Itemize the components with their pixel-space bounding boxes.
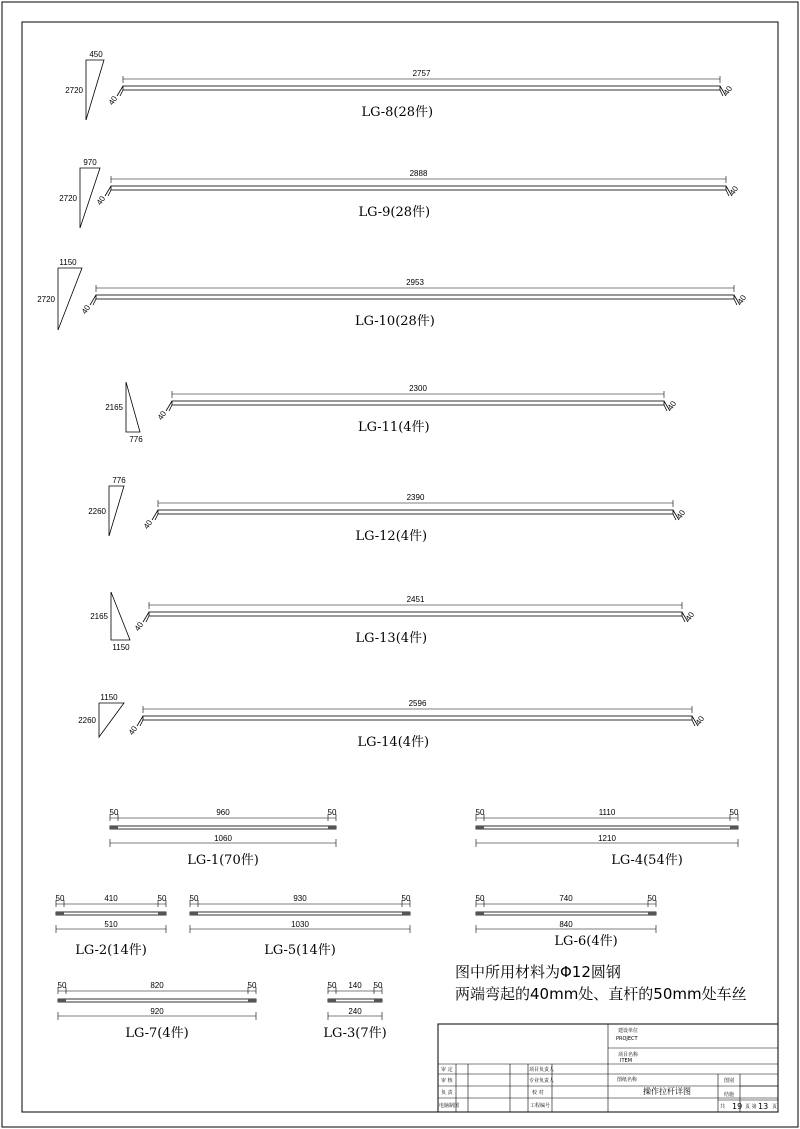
middle-dim: 960 [216, 808, 230, 817]
sheet-border [2, 2, 798, 1127]
bar-body [111, 186, 726, 190]
bent-bars-group [37, 50, 748, 750]
triangle-top-dim: 1150 [112, 643, 130, 652]
left-hook [166, 401, 172, 411]
straight-bar [190, 894, 411, 958]
tb-sub-item: 图纸名称 [617, 1077, 638, 1083]
bar-body [328, 999, 382, 1002]
bar-length: 2451 [406, 595, 425, 604]
tb-page-total: 13 [758, 1102, 769, 1111]
thread-dim-right: 50 [647, 894, 657, 903]
end-dim-right: 40 [735, 293, 749, 306]
straight-bar [58, 981, 257, 1041]
end-dim-left: 40 [79, 303, 93, 316]
tb-page-mid: 页 第 [745, 1104, 757, 1110]
thread-left [110, 826, 118, 829]
thread-right [158, 912, 166, 915]
thread-right [402, 912, 410, 915]
bent-bar [65, 50, 734, 120]
thread-dim-left: 50 [189, 894, 199, 903]
bar-label: LG-9(28件) [358, 205, 431, 220]
middle-dim: 820 [150, 981, 164, 990]
triangle-side-dim: 2720 [59, 194, 77, 203]
note-line-1: 图中所用材料为Φ12圆钢 [455, 963, 621, 981]
total-dim: 920 [150, 1007, 164, 1016]
bent-bar [88, 476, 687, 544]
tb-sheet-label: 图别 [724, 1078, 735, 1084]
tb-project-label: 建设单位 [618, 1028, 639, 1034]
bar-label: LG-8(28件) [361, 105, 434, 120]
end-dim-right: 40 [721, 84, 735, 97]
bar-body [58, 999, 256, 1002]
tb-review: 审 定 [441, 1067, 453, 1073]
middle-dim: 930 [293, 894, 307, 903]
thread-right [328, 826, 336, 829]
bar-length: 2888 [409, 169, 428, 178]
tb-drawing-no: 工程编号 [530, 1103, 551, 1109]
triangle-top-dim: 970 [83, 158, 97, 167]
bar-length: 2953 [406, 278, 424, 287]
middle-dim: 410 [104, 894, 118, 903]
left-hook [152, 510, 158, 520]
bar-label: LG-2(14件) [75, 943, 147, 958]
title-block [438, 1024, 778, 1112]
straight-bar [323, 981, 386, 1041]
bent-bar [105, 382, 678, 444]
bar-label: LG-1(70件) [187, 853, 259, 868]
end-dim-left: 40 [132, 620, 146, 633]
bar-label: LG-3(7件) [323, 1026, 387, 1041]
thread-dim-right: 50 [729, 808, 739, 817]
thread-left [58, 999, 66, 1002]
bar-label: LG-12(4件) [355, 529, 428, 544]
tb-ok: 负 责 [441, 1090, 453, 1096]
thread-dim-left: 50 [57, 981, 67, 990]
tb-check: 审 核 [441, 1078, 453, 1084]
end-dim-left: 40 [94, 194, 108, 207]
bent-bar [37, 258, 748, 330]
left-hook [137, 716, 143, 726]
thread-dim-left: 50 [475, 894, 485, 903]
middle-dim: 140 [348, 981, 362, 990]
total-dim: 240 [348, 1007, 362, 1016]
bar-body [149, 612, 682, 616]
bar-length: 2757 [412, 69, 431, 78]
tb-page-suffix: 页 [772, 1104, 778, 1110]
slope-triangle [111, 592, 130, 640]
bar-label: LG-11(4件) [358, 420, 430, 435]
tb-item-en: ITEM [620, 1058, 633, 1064]
end-dim-left: 40 [141, 518, 155, 531]
bar-length: 2300 [409, 384, 427, 393]
bar-body [476, 826, 738, 829]
thread-dim-left: 50 [327, 981, 337, 990]
end-dim-right: 40 [674, 508, 688, 521]
bar-body [56, 912, 166, 915]
triangle-top-dim: 776 [129, 435, 143, 444]
notes [455, 963, 747, 1003]
triangle-side-dim: 2720 [65, 86, 83, 95]
bar-label: LG-4(54件) [611, 853, 683, 868]
bar-body [172, 401, 664, 405]
thread-dim-left: 50 [475, 808, 485, 817]
left-hook [117, 86, 123, 96]
total-dim: 1210 [598, 834, 616, 843]
thread-dim-right: 50 [373, 981, 383, 990]
thread-left [56, 912, 64, 915]
thread-dim-right: 50 [247, 981, 257, 990]
triangle-side-dim: 2165 [105, 403, 123, 412]
tb-calc: 校 对 [532, 1090, 544, 1096]
end-dim-left: 40 [155, 409, 169, 422]
triangle-side-dim: 2720 [37, 295, 55, 304]
bar-label: LG-7(4件) [125, 1026, 189, 1041]
bar-body [158, 510, 673, 514]
tb-page-prefix: 共 [720, 1104, 726, 1110]
thread-dim-left: 50 [55, 894, 65, 903]
straight-bar [476, 808, 739, 868]
thread-right [248, 999, 256, 1002]
thread-dim-left: 50 [109, 808, 119, 817]
left-hook [105, 186, 111, 196]
tb-sheet-value: 结施 [724, 1092, 735, 1098]
bar-length: 2390 [406, 493, 425, 502]
tb-drawing-title: 操作拉杆详图 [643, 1087, 691, 1096]
tb-project-en: PROJECT [616, 1036, 638, 1042]
triangle-side-dim: 2260 [88, 507, 106, 516]
triangle-top-dim: 450 [89, 50, 103, 59]
thread-left [476, 912, 484, 915]
bar-body [123, 86, 720, 90]
bar-label: LG-5(14件) [264, 943, 336, 958]
end-dim-left: 40 [106, 94, 120, 107]
triangle-side-dim: 2165 [90, 612, 108, 621]
bar-label: LG-13(4件) [355, 631, 428, 646]
slope-triangle [58, 268, 82, 330]
slope-triangle [86, 60, 104, 120]
bar-body [96, 295, 734, 299]
bar-length: 2596 [408, 699, 427, 708]
bar-label: LG-6(4件) [554, 934, 618, 949]
end-dim-right: 40 [693, 714, 707, 727]
end-dim-right: 40 [727, 184, 741, 197]
thread-left [190, 912, 198, 915]
bent-bar [78, 693, 706, 750]
straight-bar [110, 808, 337, 868]
bar-label: LG-10(28件) [355, 314, 435, 329]
straight-bar [56, 894, 167, 958]
bar-body [110, 826, 336, 829]
triangle-side-dim: 2260 [78, 716, 96, 725]
tb-item-label: 项目名称 [618, 1052, 639, 1058]
thread-left [476, 826, 484, 829]
middle-dim: 740 [559, 894, 573, 903]
thread-right [374, 999, 382, 1002]
bar-body [190, 912, 410, 915]
bar-label: LG-14(4件) [357, 735, 430, 750]
total-dim: 1030 [291, 920, 309, 929]
tb-spec-lead: 专业负责人 [529, 1078, 555, 1084]
end-dim-right: 40 [665, 399, 679, 412]
straight-bar [476, 894, 657, 949]
thread-dim-right: 50 [157, 894, 167, 903]
triangle-top-dim: 776 [112, 476, 126, 485]
note-line-2: 两端弯起的40mm处、直杆的50mm处车丝 [455, 985, 747, 1003]
bar-body [143, 716, 692, 720]
left-hook [143, 612, 149, 622]
thread-dim-right: 50 [327, 808, 337, 817]
thread-right [648, 912, 656, 915]
middle-dim: 1110 [598, 808, 616, 817]
slope-triangle [126, 382, 140, 432]
thread-dim-right: 50 [401, 894, 411, 903]
total-dim: 1060 [214, 834, 232, 843]
bar-body [476, 912, 656, 915]
thread-left [328, 999, 336, 1002]
end-dim-right: 40 [683, 610, 697, 623]
tb-page-num: 19 [732, 1102, 743, 1111]
triangle-top-dim: 1150 [100, 693, 118, 702]
straight-bars-group [56, 808, 739, 1041]
triangle-top-dim: 1150 [59, 258, 77, 267]
end-dim-left: 40 [126, 724, 140, 737]
total-dim: 510 [104, 920, 118, 929]
bent-bar [90, 592, 696, 652]
slope-triangle [99, 703, 124, 737]
left-hook [90, 295, 96, 305]
thread-right [730, 826, 738, 829]
tb-elec-drawing: 电脑制图 [439, 1103, 460, 1109]
tb-proj-lead: 项目负责人 [529, 1067, 555, 1073]
bent-bar [59, 158, 740, 228]
slope-triangle [109, 486, 124, 536]
total-dim: 840 [559, 920, 573, 929]
